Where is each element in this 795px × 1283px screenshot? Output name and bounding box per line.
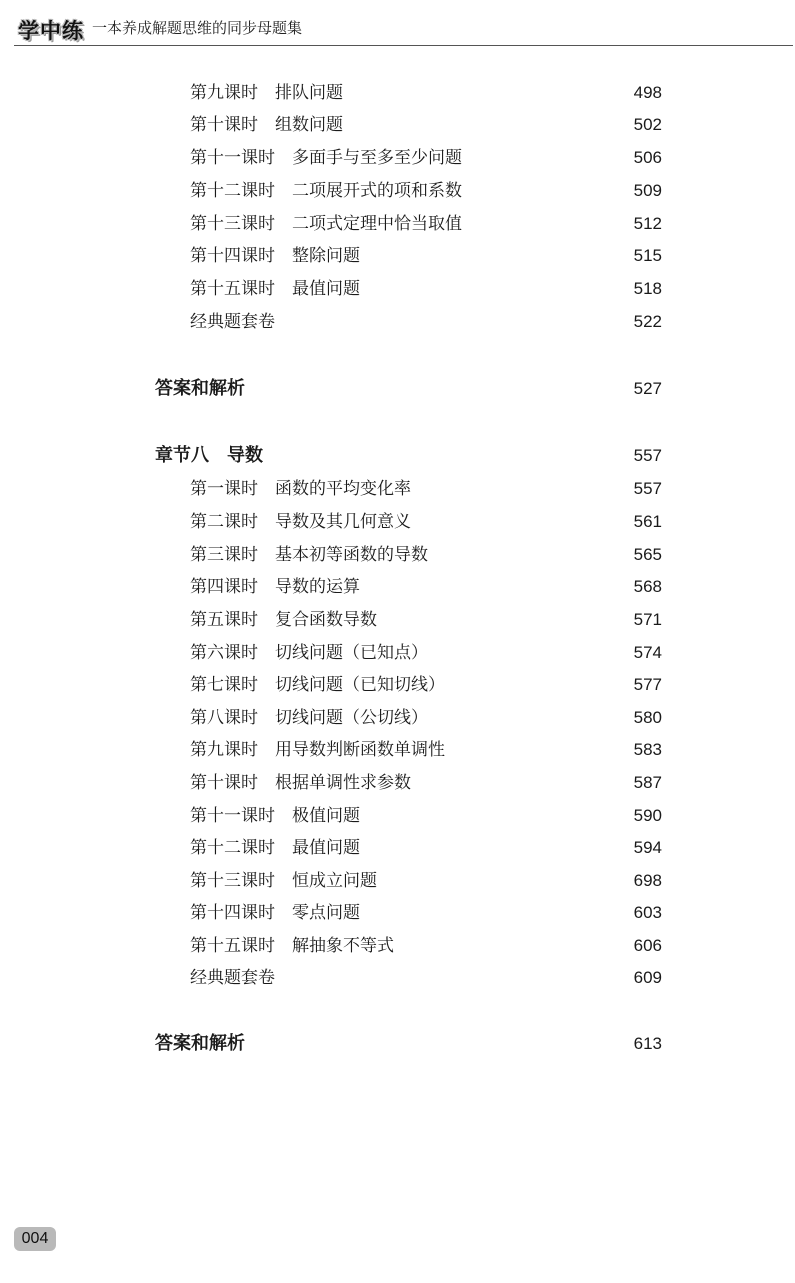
toc-section-page: 527 [633,379,662,398]
toc-entry[interactable] [190,178,662,204]
toc-entry-page: 574 [633,643,662,662]
toc-section-title: 答案和解析 [155,1033,245,1054]
toc-entry-page: 502 [633,115,662,134]
series-logo: 学中练 [18,18,84,43]
toc-entry[interactable] [190,309,662,335]
toc-entry-page: 509 [633,181,662,200]
toc-chapter-heading[interactable] [155,443,662,469]
toc-entry[interactable] [190,607,662,633]
toc-entry-page: 522 [633,312,662,331]
toc-entry-page: 515 [633,246,662,265]
toc-entry-page: 568 [633,577,662,596]
toc-entry-page: 512 [633,214,662,233]
toc-entry[interactable] [190,243,662,269]
toc-entry-page: 587 [633,773,662,792]
toc-entry-page: 583 [633,740,662,759]
toc-entry-title: 第三课时 基本初等函数的导数 [190,545,428,565]
toc-entry-title: 第十二课时 最值问题 [190,838,360,858]
toc-entry[interactable] [190,965,662,991]
toc-entry-title: 第二课时 导数及其几何意义 [190,512,411,532]
toc-entry-title: 第十五课时 最值问题 [190,279,360,299]
toc-entry-page: 565 [633,545,662,564]
toc-entry[interactable] [190,509,662,535]
toc-entry[interactable] [190,542,662,568]
toc-entry[interactable] [190,574,662,600]
toc-entry-title: 第五课时 复合函数导数 [190,610,377,630]
toc-entry-page: 571 [633,610,662,629]
toc-entry[interactable] [190,276,662,302]
toc-section-title: 答案和解析 [155,378,245,399]
toc-entry-page: 557 [633,479,662,498]
toc-entry-title: 第十一课时 多面手与至多至少问题 [190,148,462,168]
toc-section-page: 613 [633,1034,662,1053]
toc-entry-title: 第十五课时 解抽象不等式 [190,936,394,956]
toc-entry[interactable] [190,80,662,106]
toc-entry-page: 506 [633,148,662,167]
toc-entry-page: 698 [633,871,662,890]
toc-entry-title: 经典题套卷 [190,968,275,988]
toc-entry[interactable] [190,835,662,861]
toc-entry-title: 第十三课时 恒成立问题 [190,871,377,891]
page-number-badge: 004 [14,1227,56,1251]
book-title: 一本养成解题思维的同步母题集 [92,19,303,37]
toc-entry-page: 594 [633,838,662,857]
toc-entry-title: 第一课时 函数的平均变化率 [190,479,411,499]
toc-entry[interactable] [190,211,662,237]
toc-entry-title: 第十课时 组数问题 [190,115,343,135]
toc-section-heading[interactable] [155,1031,662,1057]
toc-entry[interactable] [190,900,662,926]
toc-entry-title: 第六课时 切线问题（已知点） [190,643,428,663]
toc-entry-page: 606 [633,936,662,955]
toc-entry[interactable] [190,705,662,731]
toc-entry-page: 609 [633,968,662,987]
toc-entry-page: 518 [633,279,662,298]
toc-entry-title: 第八课时 切线问题（公切线） [190,708,428,728]
toc-entry-title: 第十二课时 二项展开式的项和系数 [190,181,462,201]
toc-entry[interactable] [190,933,662,959]
toc-entry[interactable] [190,112,662,138]
toc-section-heading[interactable] [155,376,662,402]
toc-entry-title: 第七课时 切线问题（已知切线） [190,675,445,695]
toc-entry-title: 第九课时 用导数判断函数单调性 [190,740,445,760]
toc-entry[interactable] [190,770,662,796]
toc-entry[interactable] [190,640,662,666]
toc-entry[interactable] [190,672,662,698]
toc-entry-title: 第四课时 导数的运算 [190,577,360,597]
toc-entry-title: 经典题套卷 [190,312,275,332]
toc-entry-title: 第十三课时 二项式定理中恰当取值 [190,214,462,234]
toc-entry-page: 603 [633,903,662,922]
toc-entry-title: 第九课时 排队问题 [190,83,343,103]
toc-entry[interactable] [190,803,662,829]
toc-entry[interactable] [190,737,662,763]
toc-entry-page: 577 [633,675,662,694]
toc-entry-page: 498 [633,83,662,102]
toc-entry[interactable] [190,476,662,502]
toc-entry-title: 第十课时 根据单调性求参数 [190,773,411,793]
toc-entry-title: 第十四课时 整除问题 [190,246,360,266]
toc-entry-page: 580 [633,708,662,727]
toc-entry[interactable] [190,868,662,894]
toc-entry-page: 590 [633,806,662,825]
toc-entry-title: 第十一课时 极值问题 [190,806,360,826]
toc-entry-page: 561 [633,512,662,531]
toc-chapter-title: 章节八 导数 [155,445,263,466]
toc-entry-title: 第十四课时 零点问题 [190,903,360,923]
toc-entry[interactable] [190,145,662,171]
toc-chapter-page: 557 [633,446,662,465]
